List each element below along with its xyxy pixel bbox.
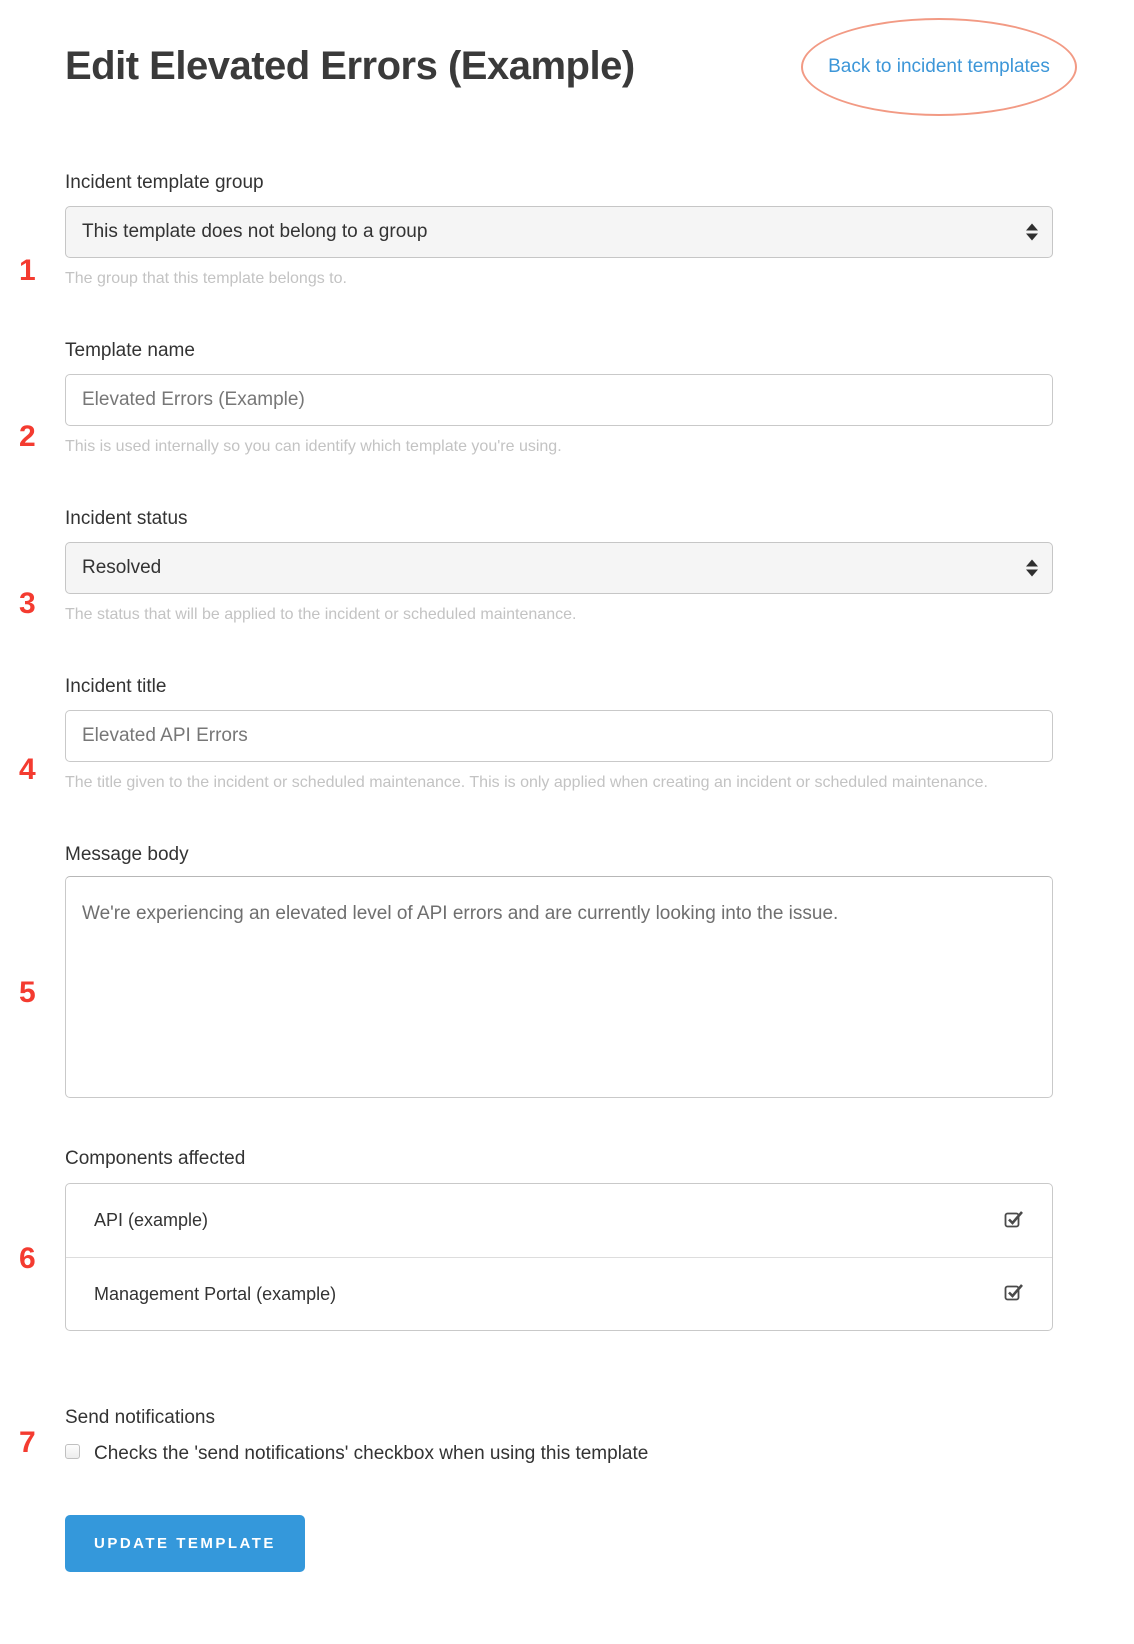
unchecked-checkbox[interactable] (65, 1444, 80, 1459)
page-header (65, 44, 1053, 100)
annotation-number-2: 2 (19, 420, 36, 453)
page-title: Edit Elevated Errors (Example) (65, 44, 635, 88)
field-template-name (65, 340, 1053, 456)
field-send-notifications (65, 1407, 1053, 1465)
checked-checkbox-icon[interactable] (1003, 1281, 1024, 1307)
field-incident-title (65, 676, 1053, 792)
component-name: Management Portal (example) (94, 1283, 337, 1304)
up-down-arrows-icon (1026, 224, 1038, 241)
incident-status-select[interactable] (65, 542, 1053, 594)
template-name-label: Template name (65, 340, 195, 361)
annotation-number-7: 7 (19, 1426, 36, 1459)
incident-title-help: The title given to the incident or scheduled maintenance. This is only applied when creating an incident or scheduled maintenance. (65, 774, 988, 791)
annotation-number-6: 6 (19, 1242, 36, 1275)
send-notifications-checkbox-label: Checks the 'send notifications' checkbox when using this template (94, 1443, 649, 1464)
up-down-arrows-icon (1026, 560, 1038, 577)
component-name: API (example) (94, 1210, 209, 1230)
send-notifications-label: Send notifications (65, 1407, 215, 1428)
field-components-affected (65, 1148, 1053, 1331)
annotation-number-3: 3 (19, 587, 36, 620)
template-name-help: This is used internally so you can identify which template you're using. (65, 438, 562, 455)
highlight-ellipse (801, 18, 1077, 116)
component-row-management-portal[interactable] (66, 1257, 1052, 1330)
checked-checkbox-icon[interactable] (1003, 1208, 1024, 1234)
annotation-number-1: 1 (19, 254, 36, 287)
message-body-textarea[interactable] (65, 876, 1053, 1098)
components-affected-label: Components affected (65, 1148, 246, 1169)
components-list (65, 1183, 1053, 1331)
component-row-api[interactable] (66, 1184, 1052, 1257)
incident-status-selected-value: Resolved (82, 557, 162, 578)
incident-status-help: The status that will be applied to the incident or scheduled maintenance. (65, 606, 577, 623)
template-group-label: Incident template group (65, 172, 264, 193)
send-notifications-checkbox-row[interactable] (65, 1443, 1053, 1465)
annotation-number-4: 4 (19, 753, 36, 786)
template-group-selected-value: This template does not belong to a group (82, 221, 428, 242)
update-template-button[interactable]: UPDATE TEMPLATE (65, 1515, 305, 1572)
incident-title-input[interactable] (65, 710, 1053, 762)
annotation-number-5: 5 (19, 976, 36, 1009)
back-to-incident-templates-link[interactable]: Back to incident templates (828, 56, 1050, 77)
message-body-label: Message body (65, 844, 189, 865)
page-content (0, 44, 1134, 1572)
field-incident-status (65, 508, 1053, 624)
template-name-input[interactable] (65, 374, 1053, 426)
incident-status-label: Incident status (65, 508, 188, 529)
template-group-select[interactable] (65, 206, 1053, 258)
incident-title-label: Incident title (65, 676, 167, 697)
field-message-body (65, 844, 1053, 1098)
field-template-group (65, 172, 1053, 288)
template-group-help: The group that this template belongs to. (65, 270, 347, 287)
